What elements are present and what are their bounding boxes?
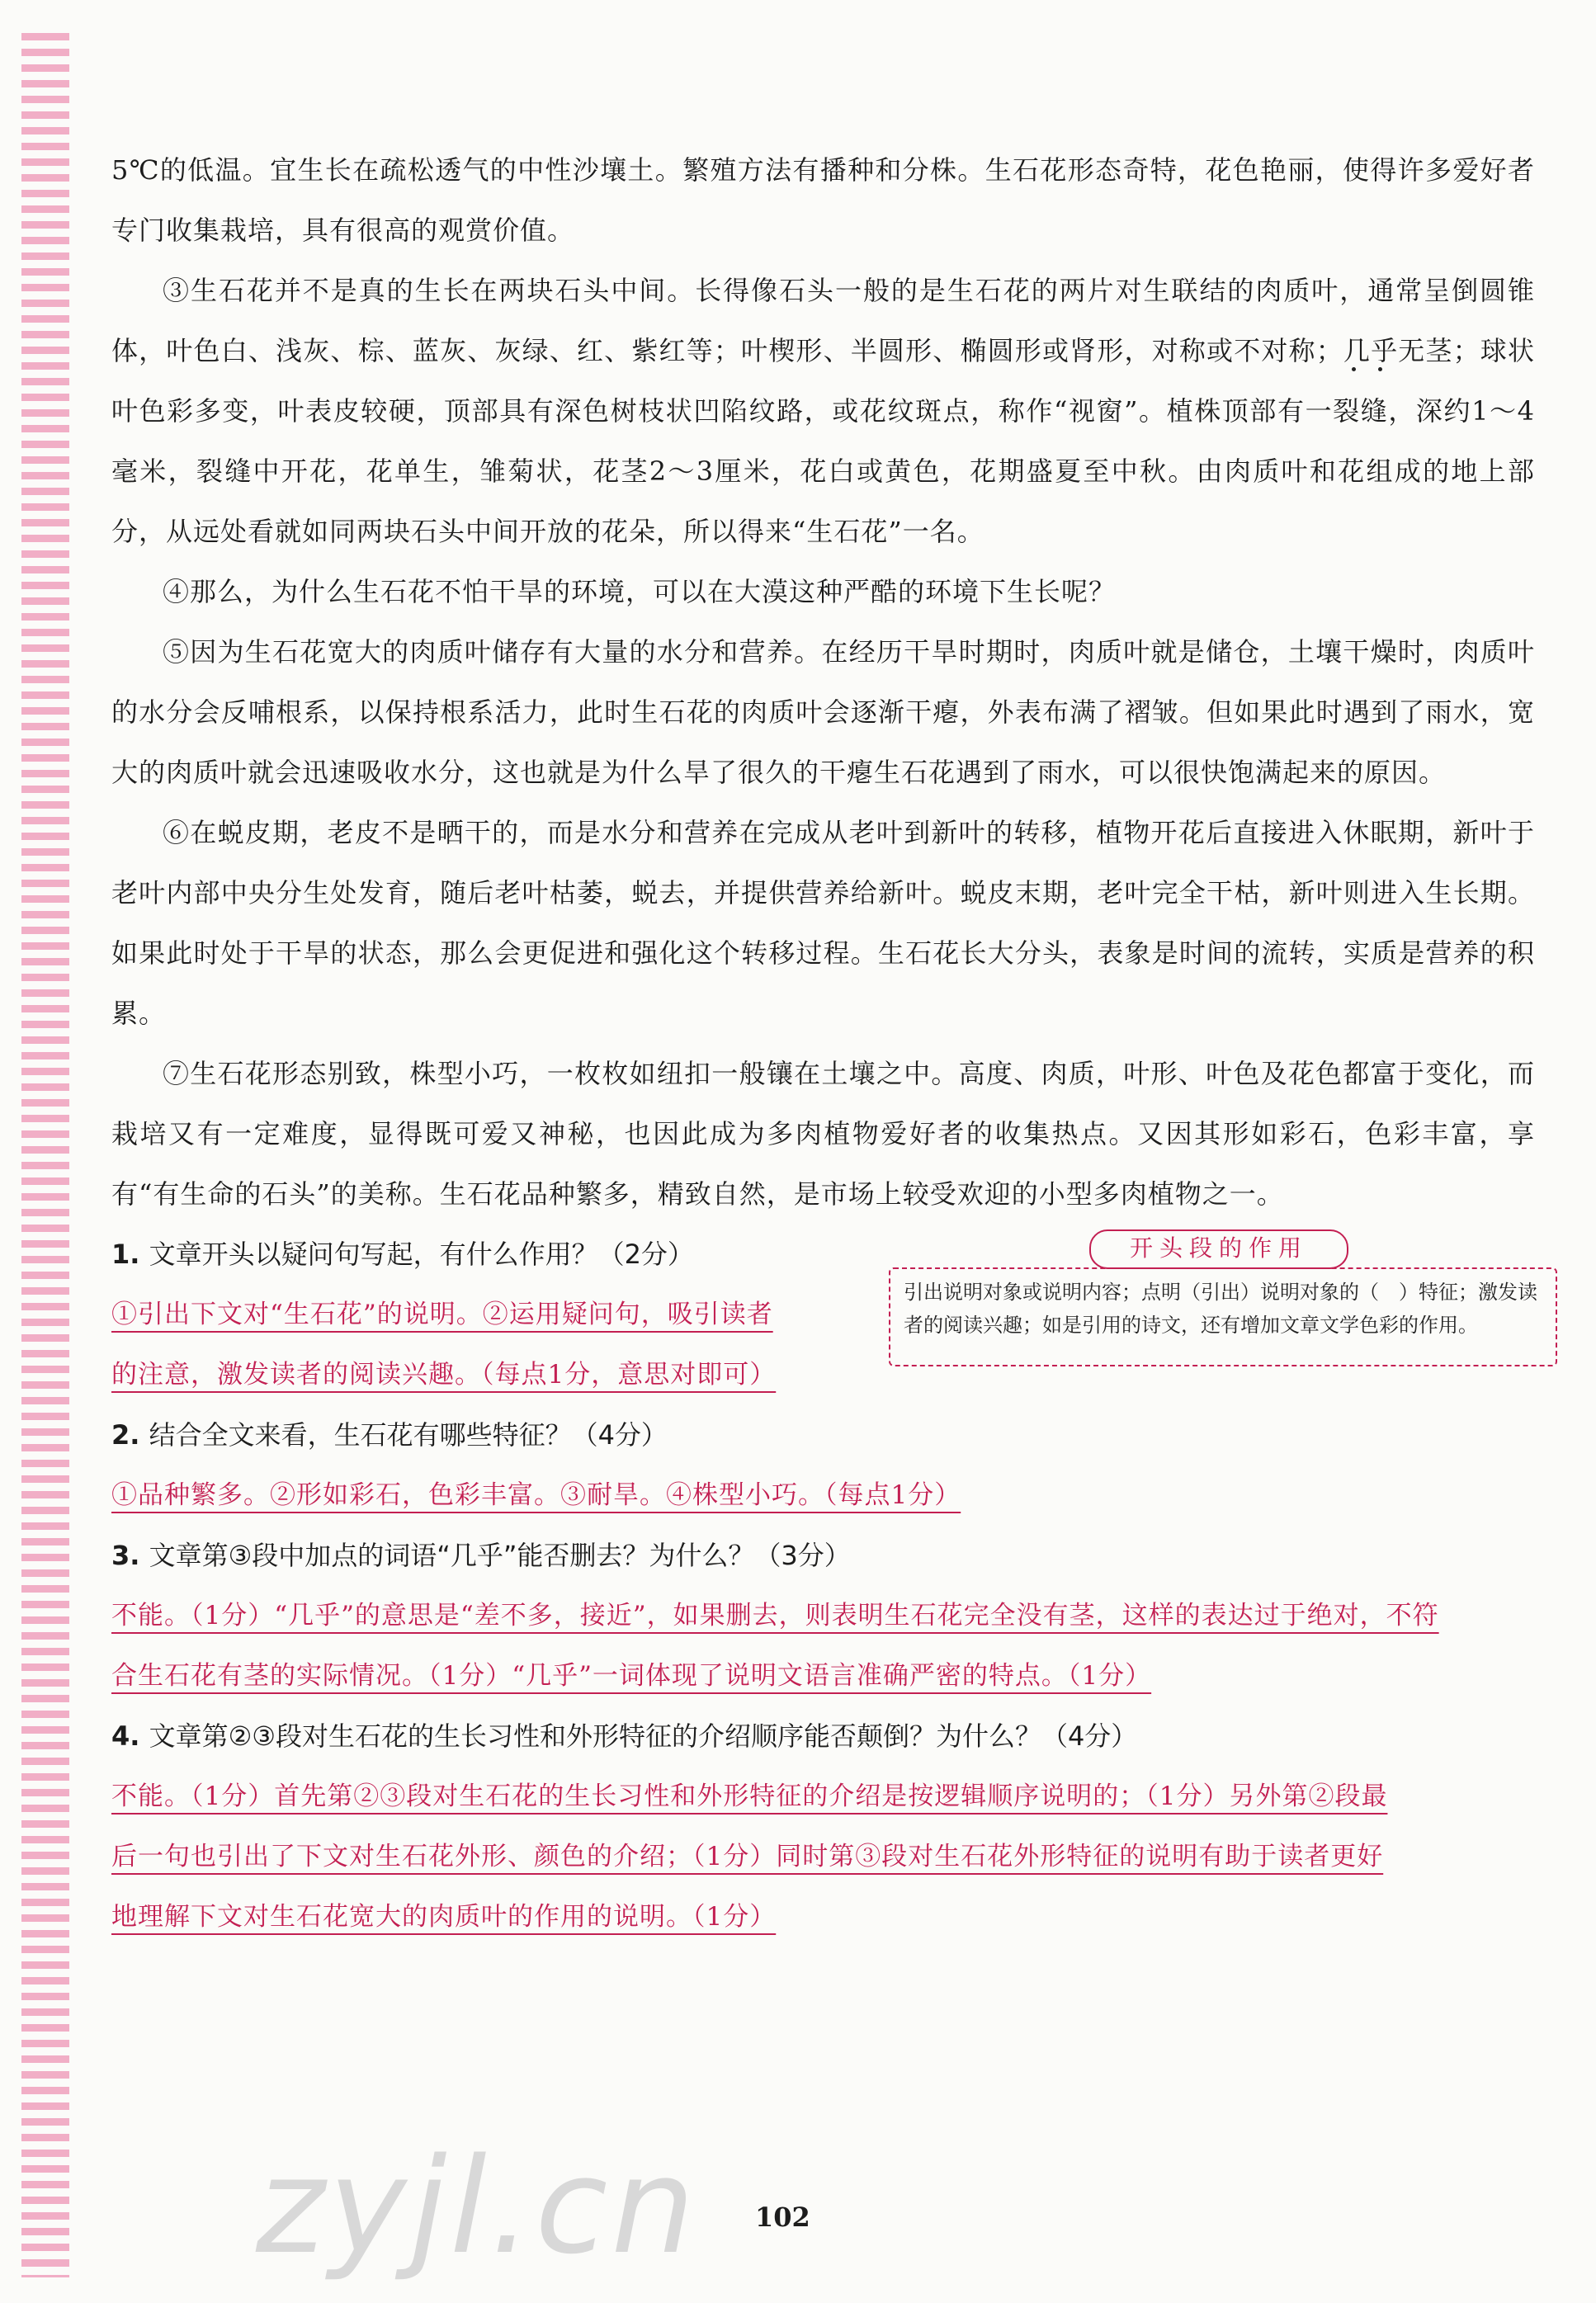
question-4: 4. 文章第②③段对生石花的生长习性和外形特征的介绍顺序能否颠倒？为什么？（4分） — [111, 1720, 1138, 1752]
paragraph-3: ③生石花并不是真的生长在两块石头中间。长得像石头一般的是生石花的两片对生联结的肉质叶，通常呈倒圆锥体，叶色白、浅灰、棕、蓝灰、灰绿、红、紫红等；叶楔形、半圆形、椭圆形或肾形，对称或不对称；几乎无茎；球状叶色彩多变，叶表皮较硬，顶部具有深色树枝状凹陷纹路，或花纹斑点，称作“视窗”。植株顶部有一裂缝，深约1～4毫米，裂缝中开花，花单生，雏菊状，花茎2～3厘米，花白或黄色，花期盛夏至中秋。由肉质叶和花组成的地上部分，从远处看就如同两块石头中间开放的花朵，所以得来“生石花”一名。 — [111, 275, 1535, 547]
answer-3-line-2: 合生石花有茎的实际情况。（1分）“几乎”一词体现了说明文语言准确严密的特点。（1分） — [111, 1661, 1152, 1691]
watermark: zyjl.cn — [256, 2129, 698, 2283]
question-1-block — [111, 1225, 1535, 1405]
page-content — [111, 140, 1535, 1947]
answer-2: ①品种繁多。②形如彩石，色彩丰富。③耐旱。④株型小巧。（每点1分） — [111, 1480, 961, 1510]
paragraph-5: ⑤因为生石花宽大的肉质叶储存有大量的水分和营养。在经历干旱时期时，肉质叶就是储仓，土壤干燥时，肉质叶的水分会反哺根系，以保持根系活力，此时生石花的肉质叶会逐渐干瘪，外表布满了褶皱。但如果此时遇到了雨水，宽大的肉质叶就会迅速吸收水分，这也就是为什么旱了很久的干瘪生石花遇到了雨水，可以很快饱满起来的原因。 — [111, 636, 1535, 788]
answer-4-line-2: 后一句也引出了下文对生石花外形、颜色的介绍；（1分）同时第③段对生石花外形特征的说明有助于读者更好 — [111, 1842, 1384, 1871]
note-box: 引出说明对象或说明内容；点明（引出）说明对象的（ ）特征；激发读者的阅读兴趣；如是引用的诗文，还有增加文章文学色彩的作用。 — [889, 1267, 1557, 1366]
paragraph-4: ④那么，为什么生石花不怕干旱的环境，可以在大漠这种严酷的环境下生长呢？ — [163, 576, 1117, 607]
page-number: 102 — [755, 2202, 810, 2233]
answer-3-line-1: 不能。（1分）“几乎”的意思是“差不多，接近”，如果删去，则表明生石花完全没有茎，这样的表达过于绝对，不符 — [111, 1601, 1439, 1631]
question-2: 2. 结合全文来看，生石花有哪些特征？（4分） — [111, 1419, 668, 1451]
paragraph-2-end: 5℃的低温。宜生长在疏松透气的中性沙壤土。繁殖方法有播种和分株。生石花形态奇特，花色艳丽，使得许多爱好者专门收集栽培，具有很高的观赏价值。 — [111, 154, 1535, 246]
answer-1-line-2: 的注意，激发读者的阅读兴趣。（每点1分，意思对即可） — [111, 1360, 777, 1390]
note-title: 开头段的作用 — [1089, 1229, 1348, 1269]
question-3: 3. 文章第③段中加点的词语“几乎”能否删去？为什么？（3分） — [111, 1540, 851, 1571]
question-1: 1. 文章开头以疑问句写起，有什么作用？（2分） — [111, 1239, 694, 1270]
answer-4-line-1: 不能。（1分）首先第②③段对生石花的生长习性和外形特征的介绍是按逻辑顺序说明的；（1分）另外第②段最 — [111, 1782, 1388, 1811]
page-edge-stripe — [21, 33, 69, 2277]
paragraph-6: ⑥在蜕皮期，老皮不是晒干的，而是水分和营养在完成从老叶到新叶的转移，植物开花后直接进入休眠期，新叶于老叶内部中央分生处发育，随后老叶枯萎，蜕去，并提供营养给新叶。蜕皮末期，老叶完全干枯，新叶则进入生长期。如果此时处于干旱的状态，那么会更促进和强化这个转移过程。生石花长大分头，表象是时间的流转，实质是营养的积累。 — [111, 817, 1535, 1029]
paragraph-7: ⑦生石花形态别致，株型小巧，一枚枚如纽扣一般镶在土壤之中。高度、肉质，叶形、叶色及花色都富于变化，而栽培又有一定难度，显得既可爱又神秘，也因此成为多肉植物爱好者的收集热点。又因其形如彩石，色彩丰富，享有“有生命的石头”的美称。生石花品种繁多，精致自然，是市场上较受欢迎的小型多肉植物之一。 — [111, 1058, 1535, 1210]
emphasized-word: 几乎 — [1343, 335, 1399, 366]
answer-1-line-1: ①引出下文对“生石花”的说明。②运用疑问句，吸引读者 — [111, 1300, 773, 1329]
answer-4-line-3: 地理解下文对生石花宽大的肉质叶的作用的说明。（1分） — [111, 1902, 777, 1932]
